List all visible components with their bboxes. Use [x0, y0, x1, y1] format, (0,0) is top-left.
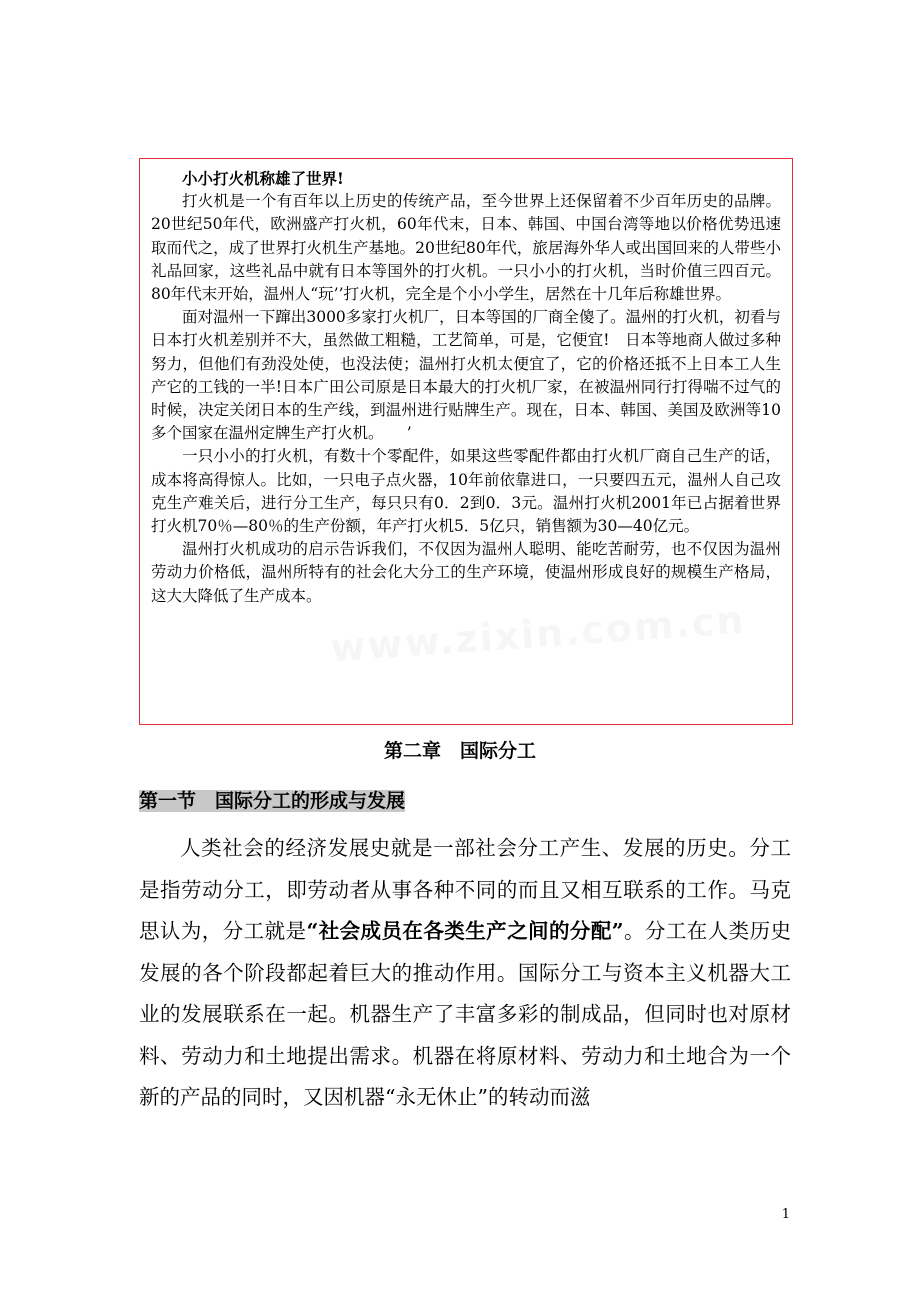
section-title-text: 第一节 国际分工的形成与发展	[139, 790, 406, 812]
case-study-title: 小小打火机称雄了世界!	[182, 169, 344, 188]
case-study-paragraph: 面对温州一下蹿出3000多家打火机厂，日本等国的厂商全傻了。温州的打火机，初看与日本打火机差别并不大，虽然做工粗糙，工艺简单，可是，它便宜! 日本等地商人做过多种努力，但他们有劲没处使，也没法使；温州打火机太便宜了，它的价格还抵不上日本工人生产它的工钱的一半!日本广田公司原是日本最大的打火机厂家，在被温州同行打得喘不过气的时候，决定关闭日本的生产线，到温州进行贴牌生产。现在，日本、韩国、美国及欧洲等10多个国家在温州定牌生产打火机。 ’	[151, 308, 781, 443]
case-study-paragraph: 一只小小的打火机，有数十个零配件，如果这些零配件都由打火机厂商自己生产的话，成本将高得惊人。比如，一只电子点火器，10年前依靠进口，一只要四五元，温州人自己攻克生产难关后，进行分工生产，每只只有0．2到0．3元。温州打火机2001年已占据着世界打火机70％—80％的生产份额，年产打火机5．5亿只，销售额为30—40亿元。	[151, 447, 781, 536]
body-paragraph	[139, 828, 791, 1119]
page-number: 1	[781, 1207, 790, 1222]
case-study-paragraph: 打火机是一个有百年以上历史的传统产品，至今世界上还保留着不少百年历史的品牌。20世纪50年代，欧洲盛产打火机，60年代末，日本、韩国、中国台湾等地以价格优势迅速取而代之，成了世界打火机生产基地。20世纪80年代，旅居海外华人或出国回来的人带些小礼品回家，这些礼品中就有日本等国外的打火机。一只小小的打火机，当时价值三四百元。80年代末开始，温州人“玩’’打火机，完全是个小小学生，居然在十几年后称雄世界。	[151, 192, 781, 304]
section-title	[139, 787, 405, 815]
chapter-title: 第二章 国际分工	[383, 740, 536, 762]
body-text-part1: 人类社会的经济发展史就是一部社会分工产生、发展的历史。分工是指劳动分工，即劳动者从事各种不同的而且又相互联系的工作。马克思认为，分工就是	[139, 836, 791, 943]
body-quote: “社会成员在各类生产之间的分配”	[306, 919, 624, 943]
case-study-paragraph: 温州打火机成功的启示告诉我们，不仅因为温州人聪明、能吃苦耐劳，也不仅因为温州劳动力价格低，温州所特有的社会化大分工的生产环境，使温州形成良好的规模生产格局，这大大降低了生产成本。	[151, 540, 781, 605]
watermark: www.zixin.com.cn	[328, 597, 747, 671]
case-study-box	[139, 158, 793, 725]
body-text-part2: 。分工在人类历史发展的各个阶段都起着巨大的推动作用。国际分工与资本主义机器大工业的发展联系在一起。机器生产了丰富多彩的制成品，但同时也对原材料、劳动力和土地提出需求。机器在将原材料、劳动力和土地合为一个新的产品的同时，又因机器“永无休止”的转动而滋	[139, 919, 792, 1109]
